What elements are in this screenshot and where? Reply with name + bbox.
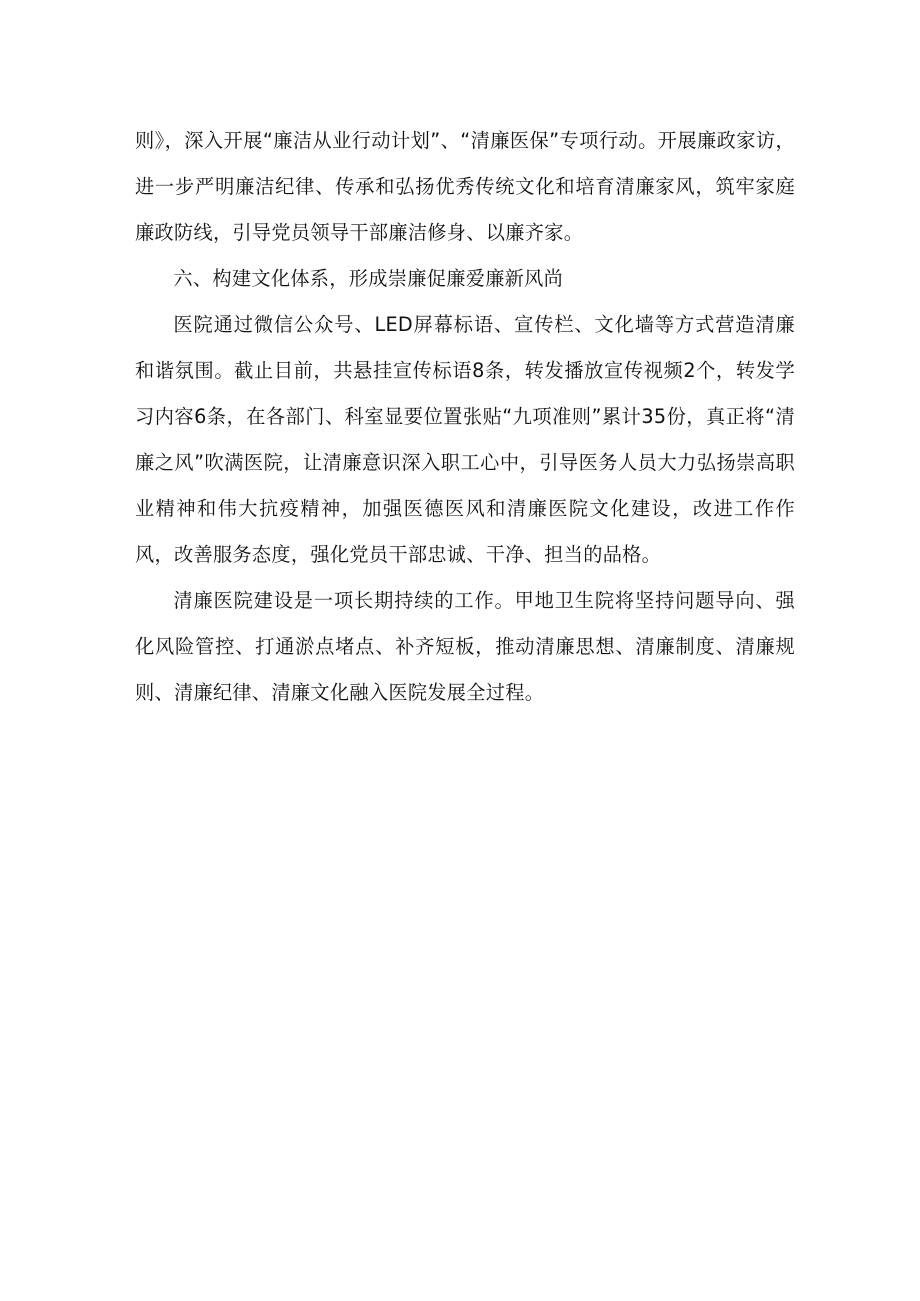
paragraph-culture-building: 医院通过微信公众号、LED屏幕标语、宣传栏、文化墙等方式营造清廉和谐氛围。截止目前，共悬挂宣传标语8条，转发播放宣传视频2个，转发学习内容6条，在各部门、科室显要位置张贴“九项准则”累计35份，真正将“清廉之风”吹满医院，让清廉意识深入职工心中，引导医务人员大力弘扬崇高职业精神和伟大抗疫精神，加强医德医风和清廉医院文化建设，改进工作作风，改善服务态度，强化党员干部忠诚、干净、担当的品格。 [135, 313, 795, 566]
paragraph-conclusion: 清廉医院建设是一项长期持续的工作。甲地卫生院将坚持问题导向、强化风险管控、打通淤点堵点、补齐短板，推动清廉思想、清廉制度、清廉规则、清廉纪律、清廉文化融入医院发展全过程。 [135, 589, 795, 704]
document-body [135, 118, 795, 716]
section-heading-six: 六、构建文化体系，形成崇廉促廉爱廉新风尚 [173, 267, 564, 290]
paragraph-continuation: 则》，深入开展“廉洁从业行动计划”、“清廉医保”专项行动。开展廉政家访，进一步严明廉洁纪律、传承和弘扬优秀传统文化和培育清廉家风，筑牢家庭廉政防线，引导党员领导干部廉洁修身、以廉齐家。 [135, 129, 795, 244]
